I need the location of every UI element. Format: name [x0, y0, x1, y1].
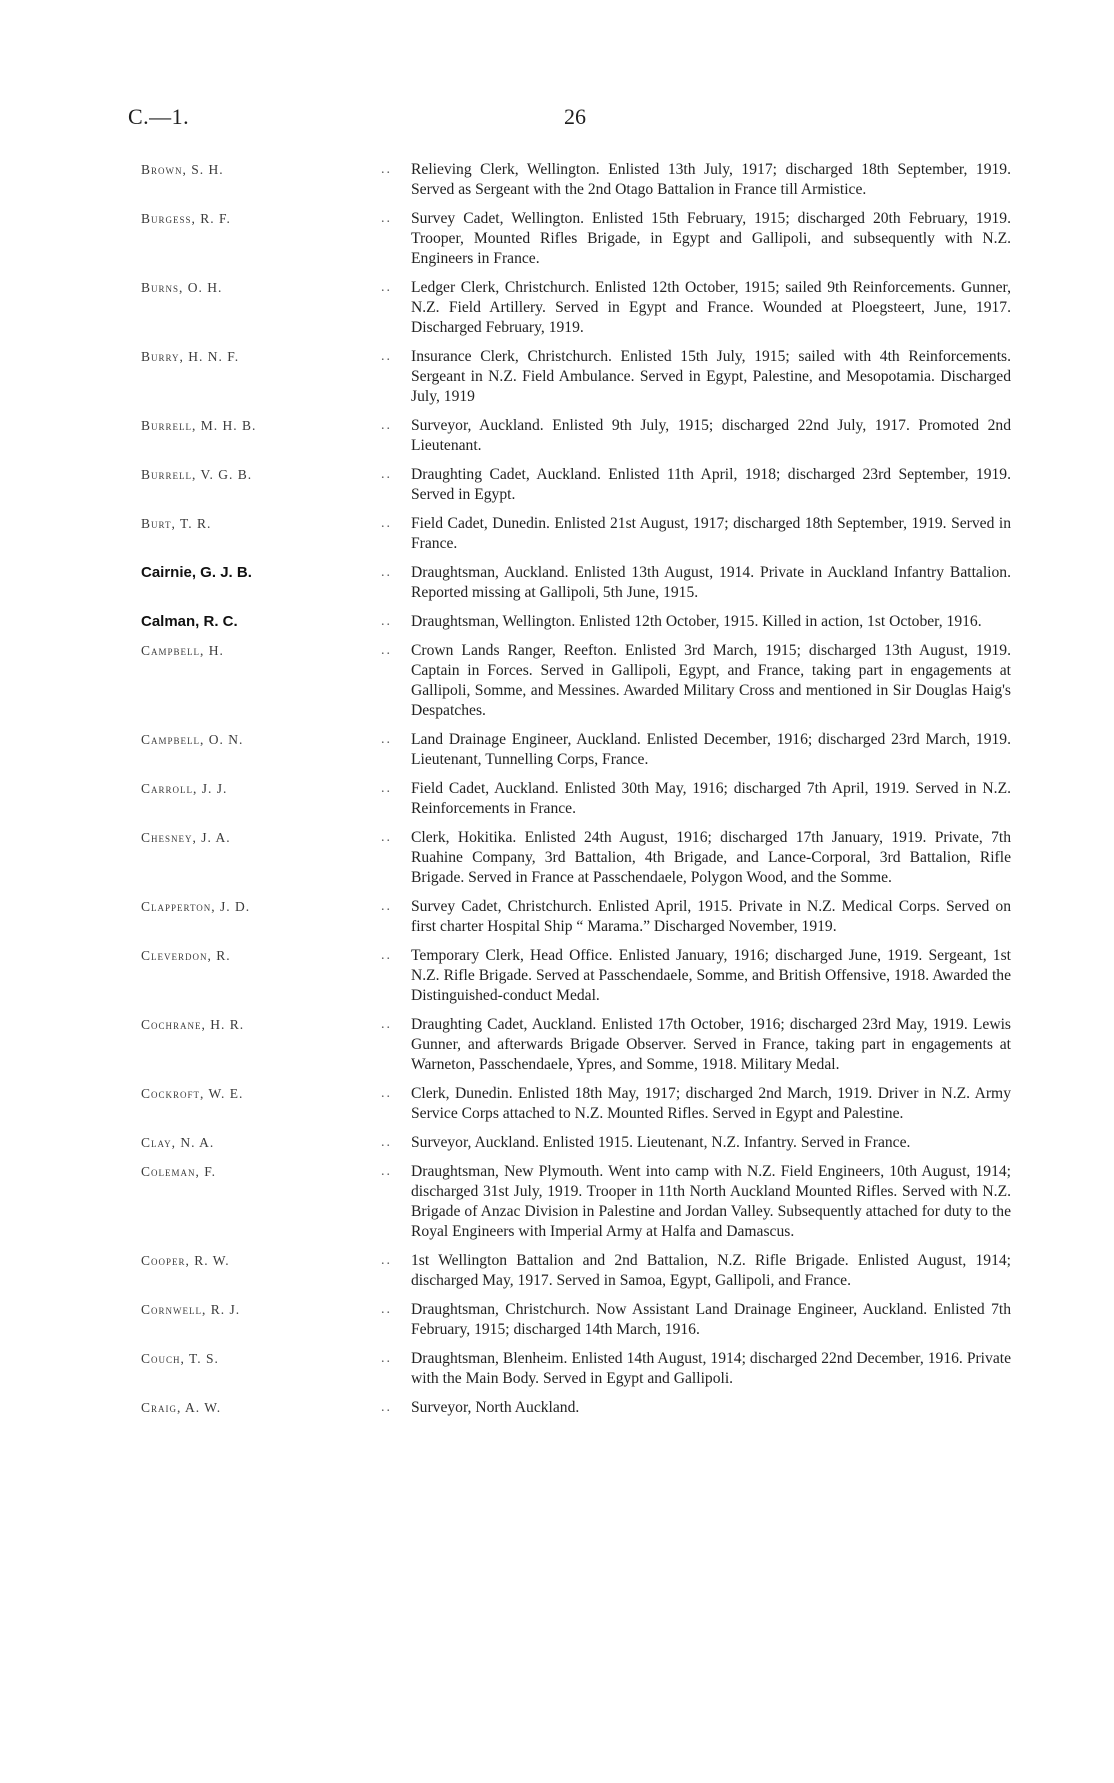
leader-dots: ..	[381, 1164, 392, 1179]
entry-description: Draughtsman, Wellington. Enlisted 12th October, 1915. Killed in action, 1st October, 1916.	[411, 613, 982, 630]
entry-name: Cairnie, G. J. B.	[141, 564, 252, 581]
entry-name: Coleman, F.	[141, 1164, 217, 1179]
list-item	[141, 1015, 1011, 1075]
entry-description: Crown Lands Ranger, Reefton. Enlisted 3rd March, 1915; discharged 13th August, 1919. Captain in Forces. Served in Gallipoli, Egypt, and France, taking part in engagements at Gallipoli, Somme, and Messines. Awarded Military Cross and mentioned in Sir Douglas Haig's Despatches.	[411, 642, 1011, 719]
entry-description: Clerk, Hokitika. Enlisted 24th August, 1916; discharged 17th January, 1919. Private, 7th Ruahine Company, 3rd Battalion, 4th Brigade, and Lance-Corporal, 3rd Battalion, Rifle Brigade. Served in France at Passchendaele, Polygon Wood, and the Somme.	[411, 829, 1011, 886]
leader-dots: ..	[381, 211, 392, 226]
entry-name: Burns, O. H.	[141, 280, 223, 295]
list-item	[141, 612, 1011, 632]
entry-name: Cleverdon, R.	[141, 948, 231, 963]
list-item	[141, 1251, 1011, 1291]
entry-description: Field Cadet, Auckland. Enlisted 30th May, 1916; discharged 7th April, 1919. Served in N.Z. Reinforcements in France.	[411, 780, 1011, 817]
entry-name: Clay, N. A.	[141, 1135, 215, 1150]
entry-name: Campbell, H.	[141, 643, 224, 658]
entry-description: Draughting Cadet, Auckland. Enlisted 17th October, 1916; discharged 23rd May, 1919. Lewis Gunner, and afterwards Brigade Observer. Served in France, taking part in engagements at Warneton, Passchendaele, Ypres, and Somme, 1918. Military Medal.	[411, 1016, 1011, 1073]
leader-dots: ..	[381, 467, 392, 482]
entry-name: Burgess, R. F.	[141, 211, 231, 226]
leader-dots: ..	[381, 899, 392, 914]
list-item	[141, 641, 1011, 721]
leader-dots: ..	[381, 781, 392, 796]
list-item	[141, 1349, 1011, 1389]
entry-description: Land Drainage Engineer, Auckland. Enlisted December, 1916; discharged 23rd March, 1919. Lieutenant, Tunnelling Corps, France.	[411, 731, 1011, 768]
entry-name: Burrell, M. H. B.	[141, 418, 257, 433]
list-item	[141, 1398, 1011, 1418]
list-item	[141, 278, 1011, 338]
list-item	[141, 779, 1011, 819]
entry-description: Surveyor, Auckland. Enlisted 9th July, 1915; discharged 22nd July, 1917. Promoted 2nd Lieutenant.	[411, 417, 1011, 454]
entry-name: Brown, S. H.	[141, 162, 224, 177]
entry-description: Field Cadet, Dunedin. Enlisted 21st August, 1917; discharged 18th September, 1919. Served in France.	[411, 515, 1011, 552]
entry-description: Draughting Cadet, Auckland. Enlisted 11th April, 1918; discharged 23rd September, 1919. Served in Egypt.	[411, 466, 1011, 503]
leader-dots: ..	[381, 1400, 392, 1415]
leader-dots: ..	[381, 280, 392, 295]
list-item	[141, 946, 1011, 1006]
list-item	[141, 1133, 1011, 1153]
list-item	[141, 514, 1011, 554]
entry-name: Calman, R. C.	[141, 613, 238, 630]
leader-dots: ..	[381, 1351, 392, 1366]
leader-dots: ..	[381, 643, 392, 658]
list-item	[141, 209, 1011, 269]
entry-description: Draughtsman, Christchurch. Now Assistant Land Drainage Engineer, Auckland. Enlisted 7th February, 1915; discharged 14th March, 1916.	[411, 1301, 1011, 1338]
entry-name: Cockroft, W. E.	[141, 1086, 244, 1101]
entry-name: Burt, T. R.	[141, 516, 212, 531]
entry-name: Couch, T. S.	[141, 1351, 219, 1366]
entry-name: Cochrane, H. R.	[141, 1017, 245, 1032]
list-item	[141, 730, 1011, 770]
document-reference: C.—1.	[128, 104, 190, 129]
leader-dots: ..	[381, 1086, 392, 1101]
entry-description: Surveyor, Auckland. Enlisted 1915. Lieutenant, N.Z. Infantry. Served in France.	[411, 1134, 911, 1151]
leader-dots: ..	[381, 1253, 392, 1268]
leader-dots: ..	[381, 565, 392, 580]
entry-description: Ledger Clerk, Christchurch. Enlisted 12th October, 1915; sailed 9th Reinforcements. Gunner, N.Z. Field Artillery. Served in Egypt and France. Wounded at Ploegsteert, June, 1917. Discharged February, 1919.	[411, 279, 1011, 336]
entry-description: Relieving Clerk, Wellington. Enlisted 13th July, 1917; discharged 18th September, 1919. Served as Sergeant with the 2nd Otago Battalion in France till Armistice.	[411, 161, 1011, 198]
entry-list	[141, 160, 1011, 1427]
entry-name: Carroll, J. J.	[141, 781, 228, 796]
leader-dots: ..	[381, 948, 392, 963]
entry-description: Temporary Clerk, Head Office. Enlisted January, 1916; discharged June, 1919. Sergeant, 1st N.Z. Rifle Brigade. Served at Passchendaele, Somme, and British Offensive, 1918. Awarded the Distinguished-conduct Medal.	[411, 947, 1011, 1004]
entry-name: Cooper, R. W.	[141, 1253, 230, 1268]
list-item	[141, 1084, 1011, 1124]
list-item	[141, 563, 1011, 603]
entry-name: Burry, H. N. F.	[141, 349, 240, 364]
page-header	[128, 104, 986, 134]
leader-dots: ..	[381, 516, 392, 531]
leader-dots: ..	[381, 1135, 392, 1150]
entry-name: Craig, A. W.	[141, 1400, 222, 1415]
entry-name: Chesney, J. A.	[141, 830, 231, 845]
leader-dots: ..	[381, 732, 392, 747]
list-item	[141, 1300, 1011, 1340]
list-item	[141, 465, 1011, 505]
entry-description: Surveyor, North Auckland.	[411, 1399, 580, 1416]
entry-description: Draughtsman, Auckland. Enlisted 13th August, 1914. Private in Auckland Infantry Battalion. Reported missing at Gallipoli, 5th June, 1915.	[411, 564, 1011, 601]
list-item	[141, 1162, 1011, 1242]
leader-dots: ..	[381, 830, 392, 845]
leader-dots: ..	[381, 418, 392, 433]
leader-dots: ..	[381, 1017, 392, 1032]
entry-description: Survey Cadet, Christchurch. Enlisted April, 1915. Private in N.Z. Medical Corps. Served on first charter Hospital Ship “ Marama.” Discharged November, 1919.	[411, 898, 1011, 935]
entry-description: Draughtsman, New Plymouth. Went into camp with N.Z. Field Engineers, 10th August, 1914; discharged 31st July, 1919. Trooper in 11th North Auckland Mounted Rifles. Served with N.Z. Brigade of Anzac Division in Palestine and Jordan Valley. Subsequently attached for duty to the Royal Engineers with Imperial Army at Halfa and Damascus.	[411, 1163, 1011, 1240]
list-item	[141, 897, 1011, 937]
entry-description: Survey Cadet, Wellington. Enlisted 15th February, 1915; discharged 20th February, 1919. Trooper, Mounted Rifles Brigade, in Egypt and Gallipoli, and subsequently with N.Z. Engineers in France.	[411, 210, 1011, 267]
entry-name: Burrell, V. G. B.	[141, 467, 253, 482]
list-item	[141, 416, 1011, 456]
entry-description: Clerk, Dunedin. Enlisted 18th May, 1917; discharged 2nd March, 1919. Driver in N.Z. Army Service Corps attached to N.Z. Mounted Rifles. Served in Egypt and Palestine.	[411, 1085, 1011, 1122]
entry-description: 1st Wellington Battalion and 2nd Battalion, N.Z. Rifle Brigade. Enlisted August, 1914; discharged May, 1917. Served in Samoa, Egypt, Gallipoli, and France.	[411, 1252, 1011, 1289]
entry-description: Insurance Clerk, Christchurch. Enlisted 15th July, 1915; sailed with 4th Reinforcements. Sergeant in N.Z. Field Ambulance. Served in Egypt, Palestine, and Mesopotamia. Discharged July, 1919	[411, 348, 1011, 405]
leader-dots: ..	[381, 1302, 392, 1317]
page-number: 26	[564, 104, 586, 129]
entry-name: Campbell, O. N.	[141, 732, 244, 747]
leader-dots: ..	[381, 614, 392, 629]
list-item	[141, 347, 1011, 407]
leader-dots: ..	[381, 349, 392, 364]
list-item	[141, 160, 1011, 200]
leader-dots: ..	[381, 162, 392, 177]
entry-name: Clapperton, J. D.	[141, 899, 251, 914]
entry-name: Cornwell, R. J.	[141, 1302, 241, 1317]
entry-description: Draughtsman, Blenheim. Enlisted 14th August, 1914; discharged 22nd December, 1916. Private with the Main Body. Served in Egypt and Gallipoli.	[411, 1350, 1011, 1387]
list-item	[141, 828, 1011, 888]
